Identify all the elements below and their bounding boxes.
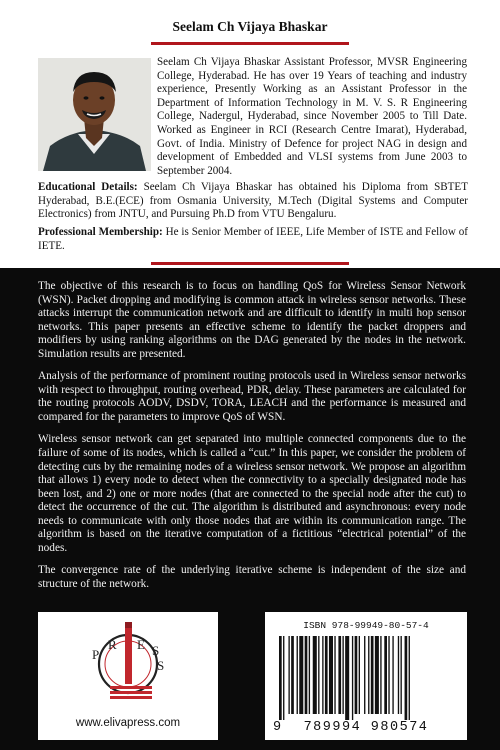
barcode-bar (318, 636, 319, 714)
author-photo (38, 58, 151, 171)
abstract-section (38, 280, 466, 600)
education-details (38, 181, 468, 222)
education-text: Seelam Ch Vijaya Bhaskar has obtained his Diploma from SBTET Hyderabad, B.E.(ECE) from Osmania University, M.Tech (Digital Systems and Computer Electronics) from JNTU, and Pursuing Ph.D from VTU Bengaluru. (38, 181, 468, 221)
professional-membership (38, 226, 468, 253)
barcode-bar (364, 636, 365, 714)
ean-digit-groups: 789994 980574 (303, 720, 429, 735)
barcode-bar (368, 636, 369, 714)
barcode-box (265, 612, 467, 740)
barcode-bar (384, 636, 387, 714)
barcode-bar (371, 636, 374, 714)
barcode-bar (352, 636, 353, 720)
barcode-bar (334, 636, 335, 714)
barcode-bar (297, 636, 298, 714)
barcode-bar (401, 636, 402, 714)
barcode-bar (299, 636, 303, 714)
barcode-bar (329, 636, 333, 714)
logo-letter: E (137, 637, 145, 652)
logo-letter: R (108, 637, 117, 652)
barcode-bar (309, 636, 310, 714)
publisher-logo-box (38, 612, 218, 740)
barcode-bar (338, 636, 341, 714)
barcode-bar (291, 636, 294, 714)
abstract-paragraph: The convergence rate of the underlying iterative scheme is independent of the size and structure of the network. (38, 564, 466, 590)
barcode-bar (355, 636, 358, 714)
author-bio: Seelam Ch Vijaya Bhaskar Assistant Professor, MVSR Engineering College, Hyderabad. He has over 19 Years of teaching and industry experience, Presently Working as an Assistant Professor in the Department of Information Technology in M. V. S. R Engineering College, Nadergul, Hyderabad, since November 2005 to Till Date. Worked as Engineer in RCI (Research Centre Imarat), Hyderabad, Govt. of India. Ministry of Defence for project NAG in design and development of Embedded and VLSI systems from June 2003 to September 2004. (157, 56, 467, 177)
logo-letter: S (157, 658, 165, 673)
barcode-bar (409, 636, 410, 720)
barcode-bar (279, 636, 282, 720)
author-name: Seelam Ch Vijaya Bhaskar (172, 19, 328, 34)
abstract-paragraph: The objective of this research is to focus on handling QoS for Wireless Sensor Network (WSN). Packet dropping and modifying is common attack in wireless sensor networks. These attacks interrupt the communication network and are difficult to identify in multi hop sensor networks. This paper presents an effective scheme to identify the packet droppers and modifiers by using ranking algorithms on the DAG generated by the nodes in the network. Simulation results are presented. (38, 280, 466, 360)
author-section (0, 0, 500, 268)
barcode-bar (283, 636, 284, 720)
barcode-bar (342, 636, 343, 714)
logo-letter: S (152, 643, 160, 658)
ean-first-digit: 9 (273, 720, 283, 735)
isbn-text: ISBN 978-99949-80-57-4 (303, 620, 429, 631)
barcode-bar (375, 636, 379, 714)
author-portrait-image (38, 58, 151, 171)
barcode-bar (345, 636, 349, 720)
barcode-bar (325, 636, 328, 714)
barcode-bar (405, 636, 408, 720)
barcode-icon (279, 636, 457, 720)
red-divider-top (151, 42, 349, 45)
membership-label: Professional Membership: (38, 226, 163, 238)
barcode-bar (288, 636, 289, 714)
barcode-bar (398, 636, 399, 714)
logo-letter: P (92, 647, 100, 662)
barcode-bar (359, 636, 360, 714)
barcode-bar (305, 636, 308, 714)
ean-digits (265, 720, 467, 735)
barcode-bar (380, 636, 381, 714)
abstract-paragraph: Analysis of the performance of prominent routing protocols used in Wireless sensor networks with respect to throughput, routing overhead, PDR, delay. These parameters are calculated for the routing protocols AODV, DSDV, TORA, LEACH and the performance is measured and compared for the parameters to improve QoS of WSN. (38, 370, 466, 423)
barcode-bar (322, 636, 323, 714)
publisher-website: www.elivapress.com (75, 717, 181, 729)
education-label: Educational Details: (38, 181, 138, 193)
barcode-bar (392, 636, 393, 714)
red-divider-bottom (151, 262, 349, 265)
barcode-bar (388, 636, 389, 714)
abstract-paragraph: Wireless sensor network can get separated into multiple connected components due to the failure of some of its nodes, which is called a “cut.” In this paper, we consider the problem of detecting cuts by the remaining nodes of a wireless sensor network. We propose an algorithm that allows 1) every node to detect when the connectivity to a specially designated node has been lost, and 2) one or more nodes (that are connected to the special node after the cut) to detect the occurrence of the cut. The algorithm is distributed and asynchronous: every node needs to communicate with only those nodes that are within its communication range. The algorithm is based on the iterative computation of a fictitious “electrical potential” of the nodes. (38, 433, 466, 554)
barcode-bar (313, 636, 317, 714)
press-logo-icon (38, 612, 218, 712)
membership-text: He is Senior Member of IEEE, Life Member of ISTE and Fellow of IETE. (38, 226, 468, 252)
